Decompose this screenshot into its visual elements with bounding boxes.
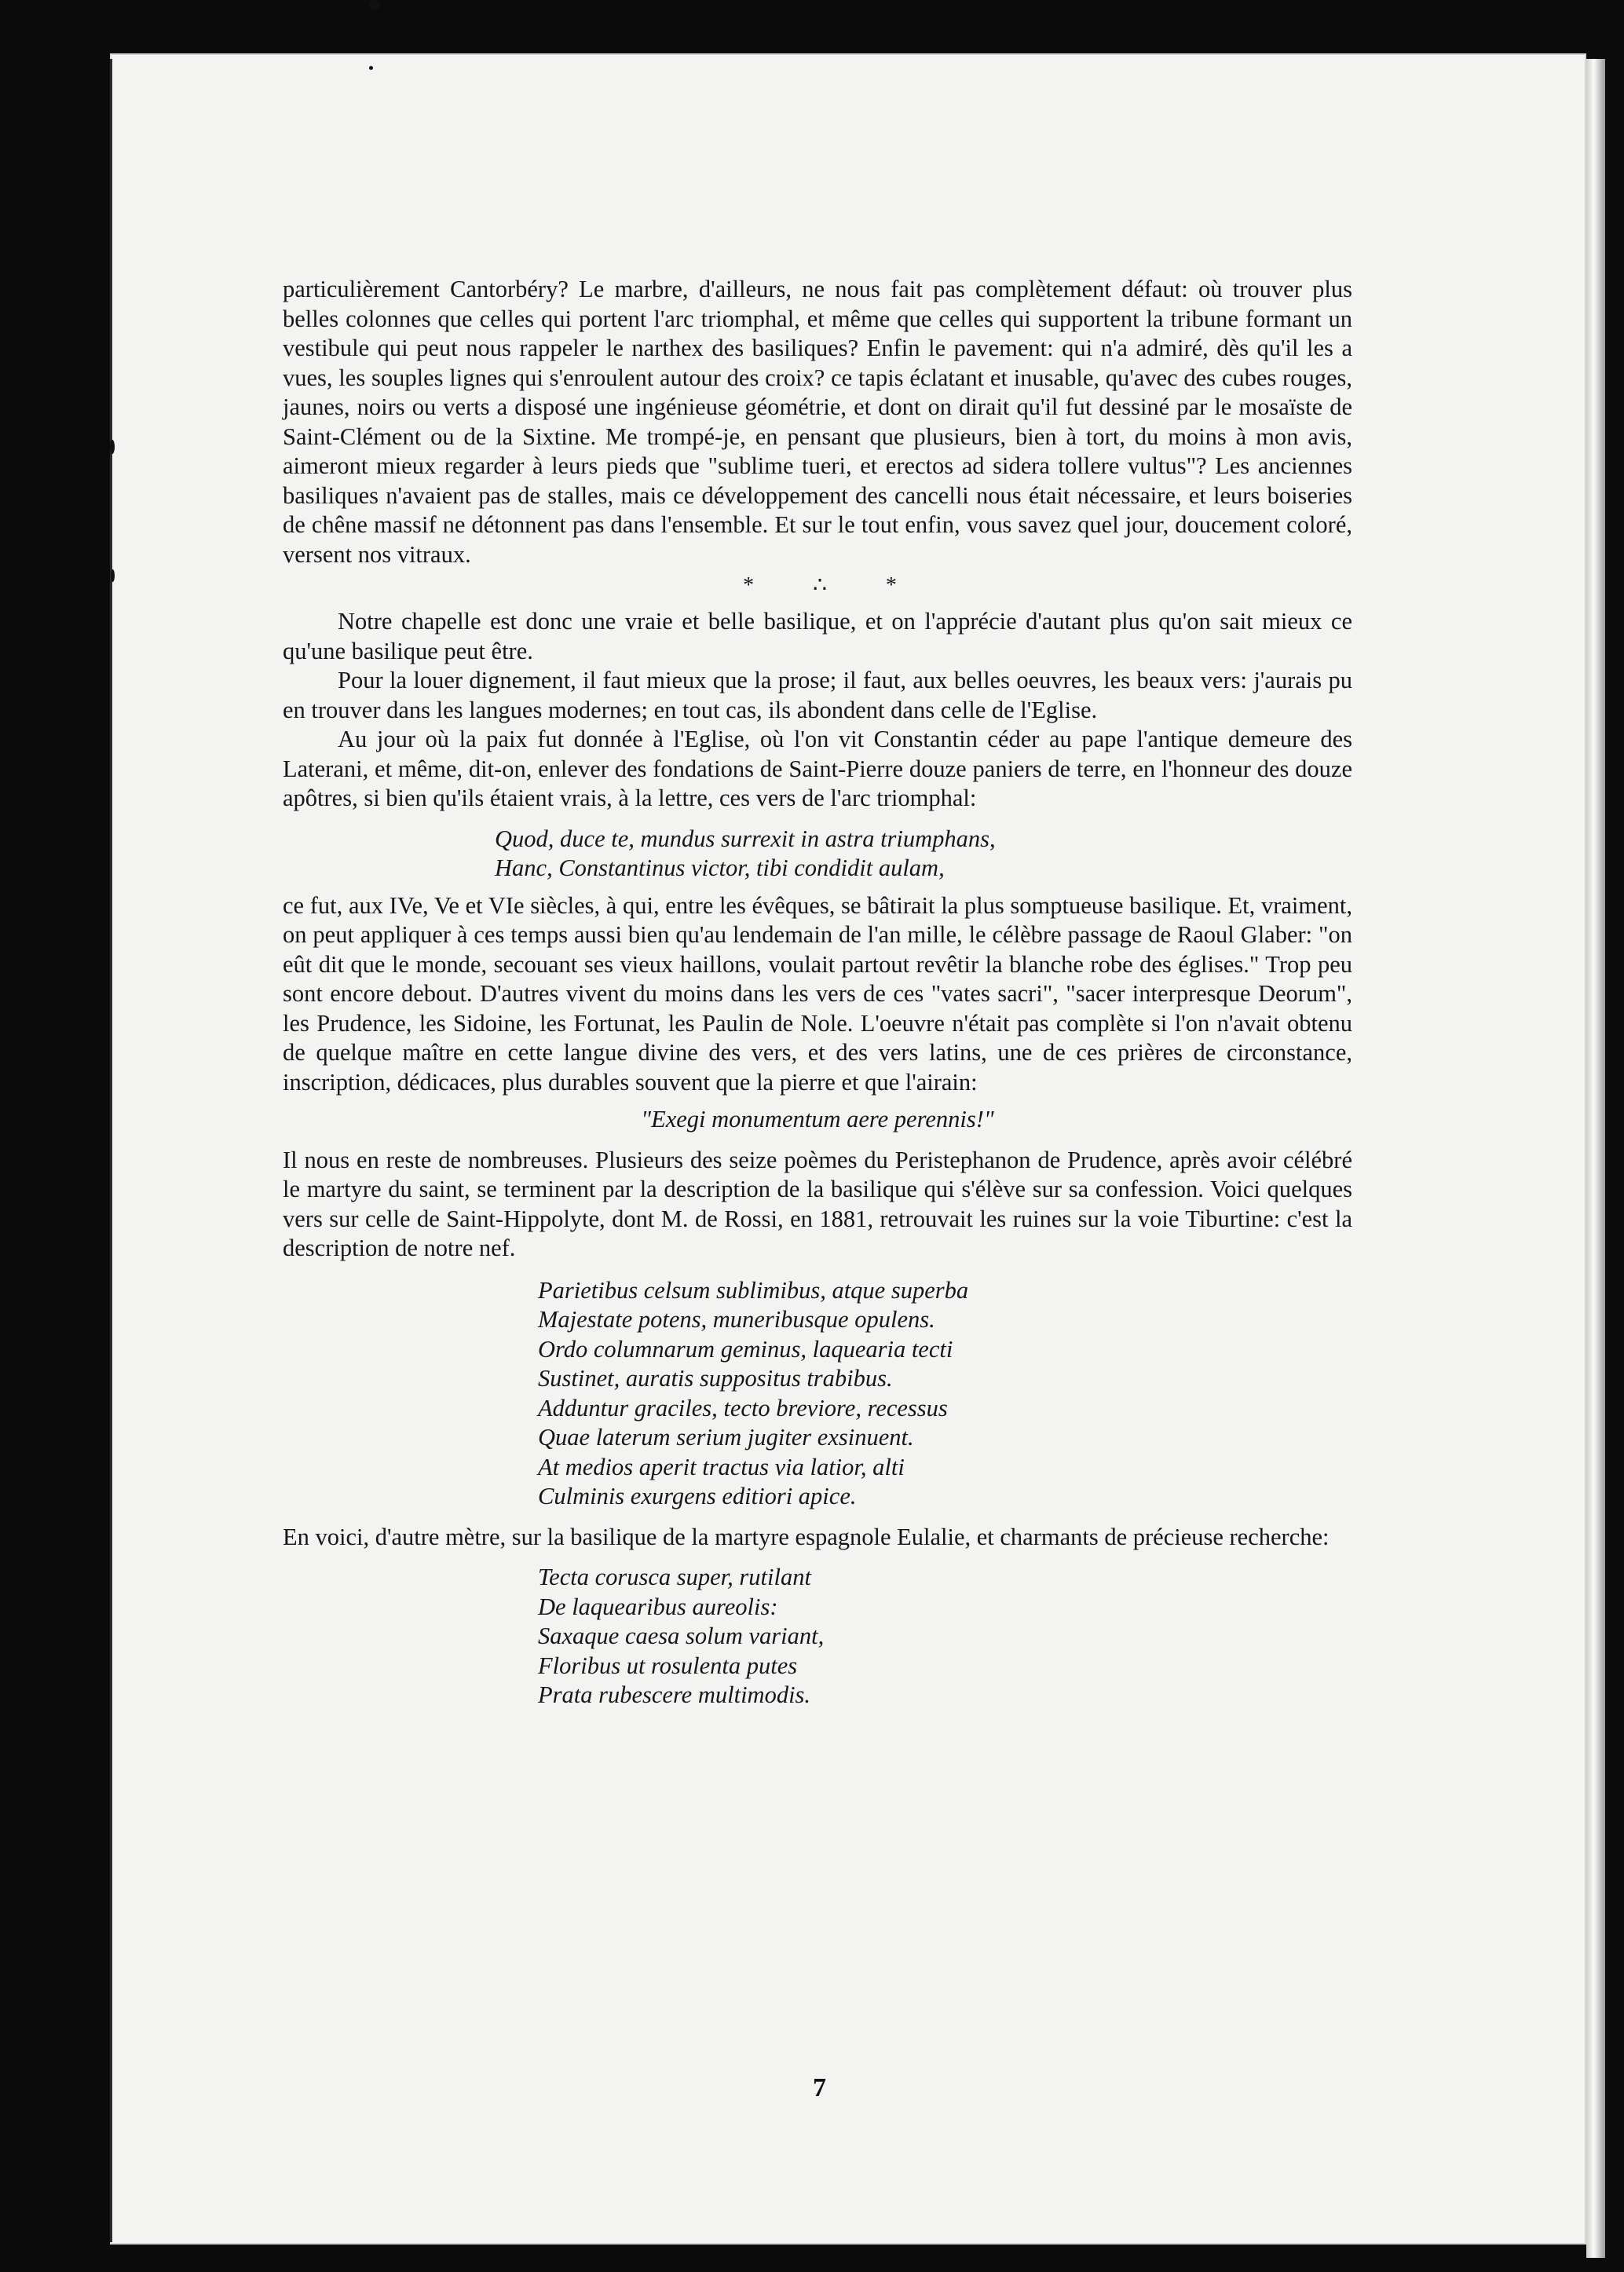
verse-line: Tecta corusca super, rutilant (538, 1564, 811, 1590)
page-number: 7 (813, 2073, 826, 2102)
scan-speck (110, 440, 115, 454)
paragraph-prudence: Il nous en reste de nombreuses. Plusieurs des seize poèmes du Peristephanon de Prudence, après avoir célébré le martyre du saint, se terminent par la description de la basilique qui s'élève sur sa confession. Voici quelques vers sur celle de Saint-Hippolyte, dont M. de Rossi, en 1881, retrouvait les ruines sur la voie Tiburtine: c'est la description de notre nef. (283, 1146, 1352, 1261)
verse-line: Quod, duce te, mundus surrexit in astra triumphans, (495, 825, 996, 852)
verse-line: Parietibus celsum sublimibus, atque superba (538, 1276, 969, 1304)
verse-line: Ordo columnarum geminus, laquearia tecti (538, 1335, 953, 1363)
paragraph-eulalie: En voici, d'autre mètre, sur la basilique de la martyre espagnole Eulalie, et charmants de précieuse recherche: (283, 1523, 1330, 1550)
verse-line: Saxaque caesa solum variant, (538, 1623, 825, 1649)
verse-line: At medios aperit tractus via latior, alti (538, 1453, 905, 1480)
verse-line: Hanc, Constantinus victor, tibi condidit aulam, (495, 854, 945, 881)
scan-speck (111, 569, 115, 582)
verse-saint-hippolyte (538, 1276, 1352, 1512)
verse-line: Quae laterum serium jugiter exsinuent. (538, 1424, 914, 1451)
section-break-asterisks: * ∴ * (743, 573, 924, 598)
verse-line: Adduntur graciles, tecto breviore, recessus (538, 1394, 948, 1421)
verse-line: Majestate potens, muneribusque opulens. (538, 1306, 935, 1333)
scan-speck (369, 0, 380, 9)
page-right-edge (1586, 59, 1605, 2258)
verse-eulalie (538, 1563, 1352, 1710)
verse-arc-triomphal (495, 825, 1352, 884)
scan-speck (369, 66, 373, 70)
paragraph-basilique: Notre chapelle est donc une vraie et belle basilique, et on l'apprécie d'autant plus qu'on sait mieux ce qu'une basilique peut être. (283, 608, 1352, 664)
paragraph-siecles: ce fut, aux IVe, Ve et VIe siècles, à qui, entre les évêques, se bâtirait la plus somptueuse basilique. Et, vraiment, on peut appliquer à ces temps aussi bien qu'au lendemain de l'an mille, le célèbre passage de Raoul Glaber: "on eût dit que le monde, secouant ses vieux haillons, voulait partout revêtir la blanche robe des églises." Trop peu sont encore debout. D'autres vivent du moins dans les vers de ces "vates sacri", "sacer interpresque Deorum", les Prudence, les Sidoine, les Fortunat, les Paulin de Nole. L'oeuvre n'était pas complète si l'on n'avait obtenu de quelque maître en cette langue divine des vers, et des vers latins, une de ces prières de circonstance, inscription, dédicaces, plus durables souvent que la pierre et que l'airain: (283, 891, 1352, 1096)
verse-line: Prata rubescere multimodis. (538, 1681, 811, 1708)
verse-line: Culminis exurgens editiori apice. (538, 1483, 857, 1509)
verse-line: "Exegi monumentum aere perennis!" (641, 1106, 994, 1132)
paragraph-paix-eglise: Au jour où la paix fut donnée à l'Eglise, où l'on vit Constantin céder au pape l'antique demeure des Laterani, et même, dit-on, enlever des fondations de Saint-Pierre douze paniers de terre, en l'honneur des douze apôtres, si bien qu'ils étaient vrais, à la lettre, ces vers de l'arc triomphal: (283, 726, 1352, 811)
verse-line: De laquearibus aureolis: (538, 1593, 778, 1620)
page-body-text (283, 275, 1352, 1710)
paragraph-louer: Pour la louer dignement, il faut mieux que la prose; il faut, aux belles oeuvres, les beaux vers: j'aurais pu en trouver dans les langues modernes; en tout cas, ils abondent dans celle de l'Eglise. (283, 667, 1352, 723)
binding-fold-line (110, 59, 112, 2242)
paragraph-cantorbery: particulièrement Cantorbéry? Le marbre, d'ailleurs, ne nous fait pas complètement défaut: où trouver plus belles colonnes que celles qui portent l'arc triomphal, et même que celles qui supportent la tribune formant un vestibule qui peut nous rappeler le narthex des basiliques? Enfin le pavement: qui n'a admiré, dès qu'il les a vues, les souples lignes qui s'enroulent autour des croix? ce tapis éclatant et inusable, qu'avec des cubes rouges, jaunes, noirs ou verts a disposé une ingénieuse géométrie, et dont on dirait qu'il fut dessiné par le mosaïste de Saint-Clément ou de la Sixtine. Me trompé-je, en pensant que plusieurs, bien à tort, du moins à mon avis, aimeront mieux regarder à leurs pieds que "sublime tueri, et erectos ad sidera tollere vultus"? Les anciennes basiliques n'avaient pas de stalles, mais ce développement des cancelli nous était nécessaire, et leurs boiseries de chêne massif ne détonnent pas dans l'ensemble. Et sur le tout enfin, vous savez quel jour, doucement coloré, versent nos vitraux. (283, 276, 1352, 568)
verse-horace (283, 1105, 1352, 1135)
verse-line: Floribus ut rosulenta putes (538, 1652, 798, 1679)
verse-line: Sustinet, auratis suppositus trabibus. (538, 1365, 893, 1392)
